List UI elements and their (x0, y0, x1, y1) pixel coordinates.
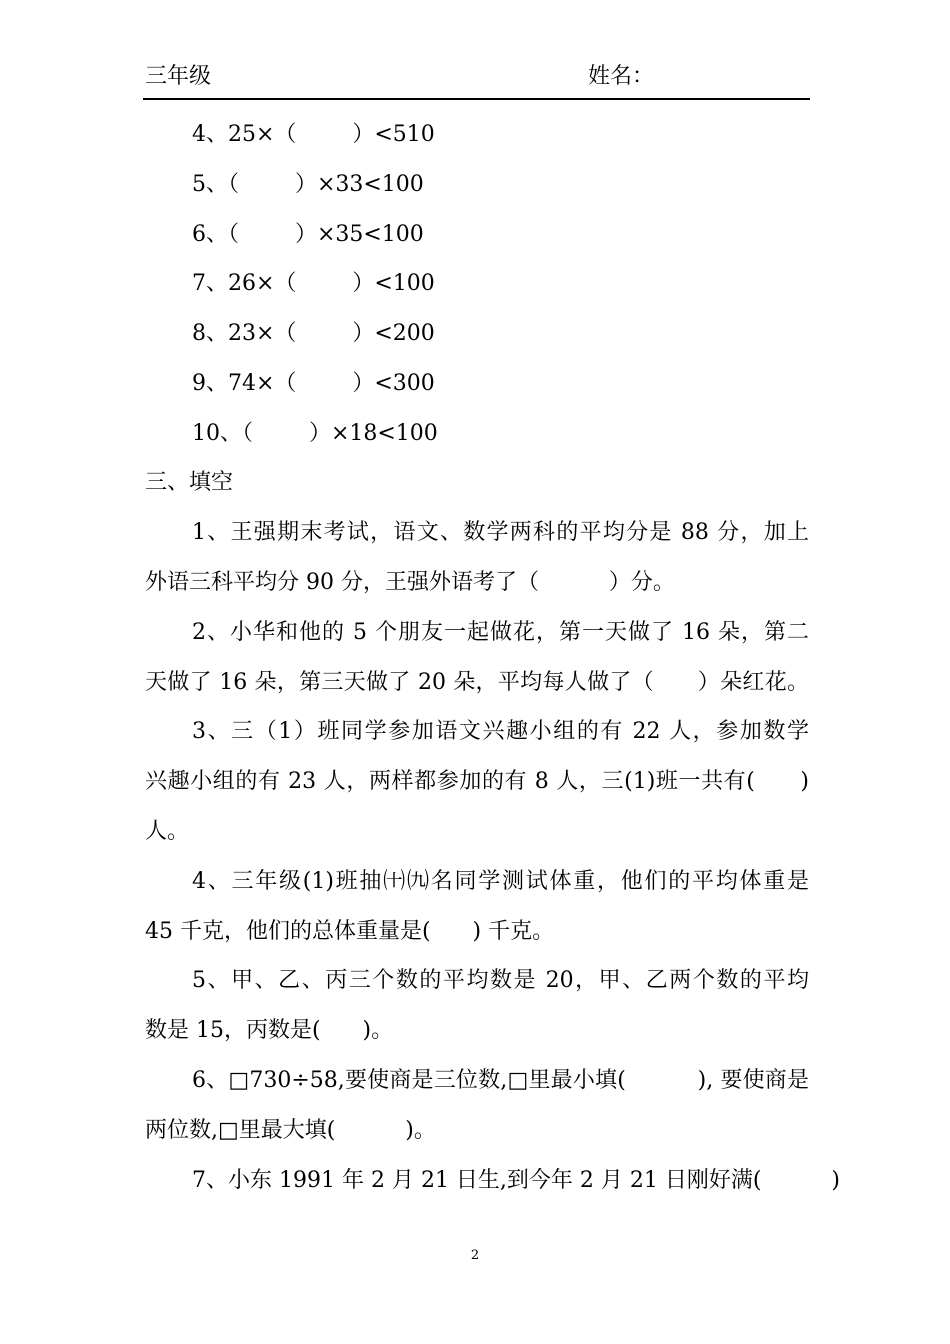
question-line: 7、小东 1991 年 2 月 21 日生,到今年 2 月 21 日刚好满( ) (192, 1168, 840, 1193)
inequality-item: 6、（ ）×35<100 (192, 222, 424, 247)
question-line: 数是 15，丙数是( )。 (145, 1018, 394, 1043)
inequality-item: 7、26×（ ）<100 (192, 271, 435, 296)
inequality-item: 5、（ ）×33<100 (192, 172, 424, 197)
question-line: 4、三年级(1)班抽㈩㈨名同学测试体重，他们的平均体重是 (192, 869, 809, 894)
inequality-item: 4、25×（ ）<510 (192, 122, 435, 147)
question-line: 3、三（1）班同学参加语文兴趣小组的有 22 人，参加数学 (192, 719, 809, 744)
inequality-item: 9、74×（ ）<300 (192, 371, 435, 396)
name-label: 姓名： (588, 64, 655, 89)
inequality-item: 8、23×（ ）<200 (192, 321, 435, 346)
page-number: 2 (470, 1248, 480, 1263)
question-line: 6、□730÷58,要使商是三位数,□里最小填( ), 要使商是 (192, 1068, 809, 1093)
question-line: 2、小华和他的 5 个朋友一起做花，第一天做了 16 朵，第二 (192, 620, 809, 645)
grade-label: 三年级 (145, 64, 212, 89)
inequality-item: 10、（ ）×18<100 (192, 421, 438, 446)
question-line: 兴趣小组的有 23 人，两样都参加的有 8 人，三(1)班一共有( ) (145, 769, 809, 794)
question-line: 天做了 16 朵，第三天做了 20 朵，平均每人做了（ ）朵红花。 (145, 670, 809, 695)
section-title: 三、填空 (145, 470, 234, 495)
header-rule (143, 98, 810, 100)
question-line: 外语三科平均分 90 分，王强外语考了（ ）分。 (145, 570, 675, 595)
question-line: 45 千克，他们的总体重量是( ) 千克。 (145, 919, 555, 944)
question-line: 两位数,□里最大填( )。 (145, 1118, 436, 1143)
question-line: 1、王强期末考试，语文、数学两科的平均分是 88 分，加上 (192, 520, 809, 545)
question-line: 5、甲、乙、丙三个数的平均数是 20，甲、乙两个数的平均 (192, 968, 809, 993)
question-line: 人。 (145, 819, 190, 844)
